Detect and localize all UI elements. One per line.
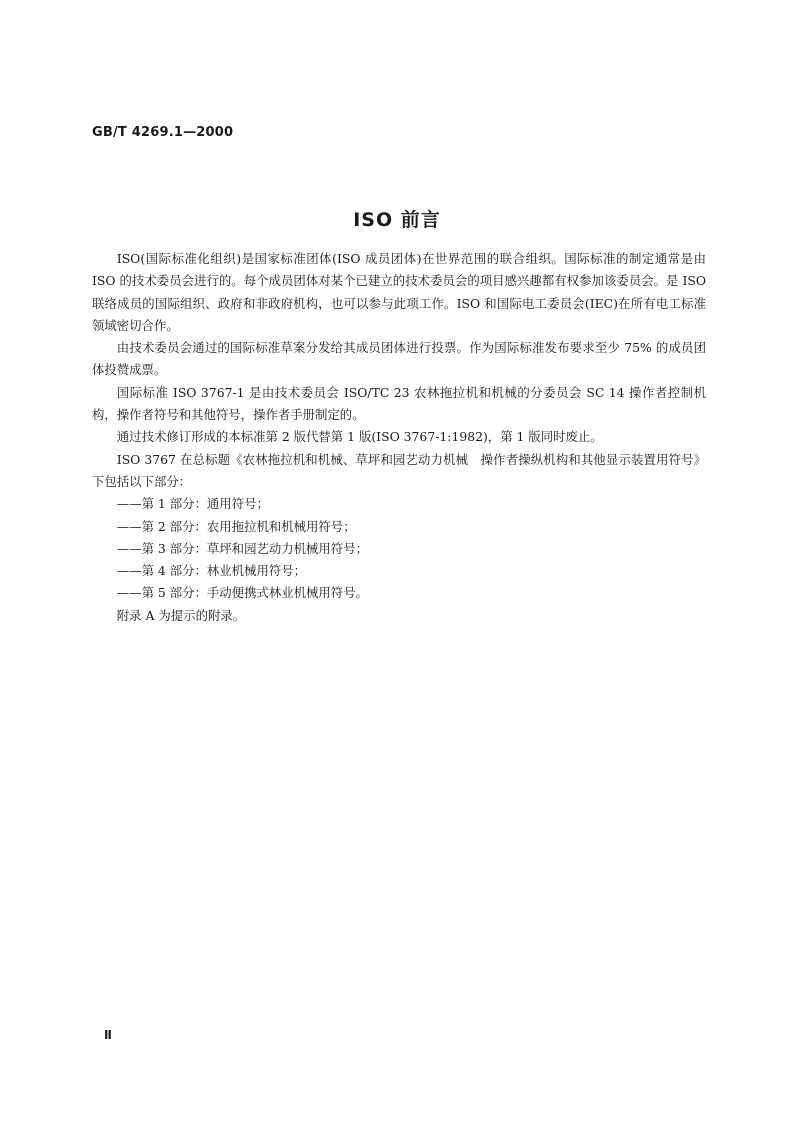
paragraph-revision: 通过技术修订形成的本标准第 2 版代替第 1 版(ISO 3767-1:1982)，第 1 版同时废止。 [116, 429, 603, 445]
paragraph-voting: 由技术委员会通过的国际标准草案分发给其成员团体进行投票。作为国际标准发布要求至少 75% 的成员团体投赞成票。 [92, 340, 706, 378]
document-body [92, 248, 706, 627]
page-title: ISO 前言 [353, 209, 441, 231]
paragraph-committee: 国际标准 ISO 3767-1 是由技术委员会 ISO/TC 23 农林拖拉机和机械的分委员会 SC 14 操作者控制机构，操作者符号和其他符号，操作者手册制定的。 [92, 384, 706, 423]
paragraph-annex-note: 附录 A 为提示的附录。 [116, 607, 246, 623]
paragraph-iso-intro: ISO(国际标准化组织)是国家标准团体(ISO 成员团体)在世界范围的联合组织。国际标准的制定通常是由 ISO 的技术委员会进行的。每个成员团体对某个已建立的技术委员会的项目感兴趣都有权参加该委员会。是 ISO 联络成员的国际组织、政府和非政府机构，也可以参与此项工作。ISO 和国际电工委员会(IEC)在所有电工标准领域密切合作。 [92, 251, 706, 333]
standard-number-header: GB/T 4269.1—2000 [92, 125, 234, 140]
list-item-part-5: ——第 5 部分：手动便携式林业机械用符号。 [116, 585, 368, 601]
page-number: Ⅱ [104, 1028, 112, 1042]
list-item-part-1: ——第 1 部分：通用符号； [116, 496, 269, 512]
list-item-part-2: ——第 2 部分：农用拖拉机和机械用符号； [116, 518, 356, 534]
list-item-part-3: ——第 3 部分：草坪和园艺动力机械用符号； [116, 540, 368, 556]
paragraph-parts-intro: ISO 3767 在总标题《农林拖拉机和机械、草坪和园艺动力机械 操作者操纵机构和其他显示装置用符号》下包括以下部分： [92, 451, 706, 489]
list-item-part-4: ——第 4 部分：林业机械用符号； [116, 563, 307, 579]
